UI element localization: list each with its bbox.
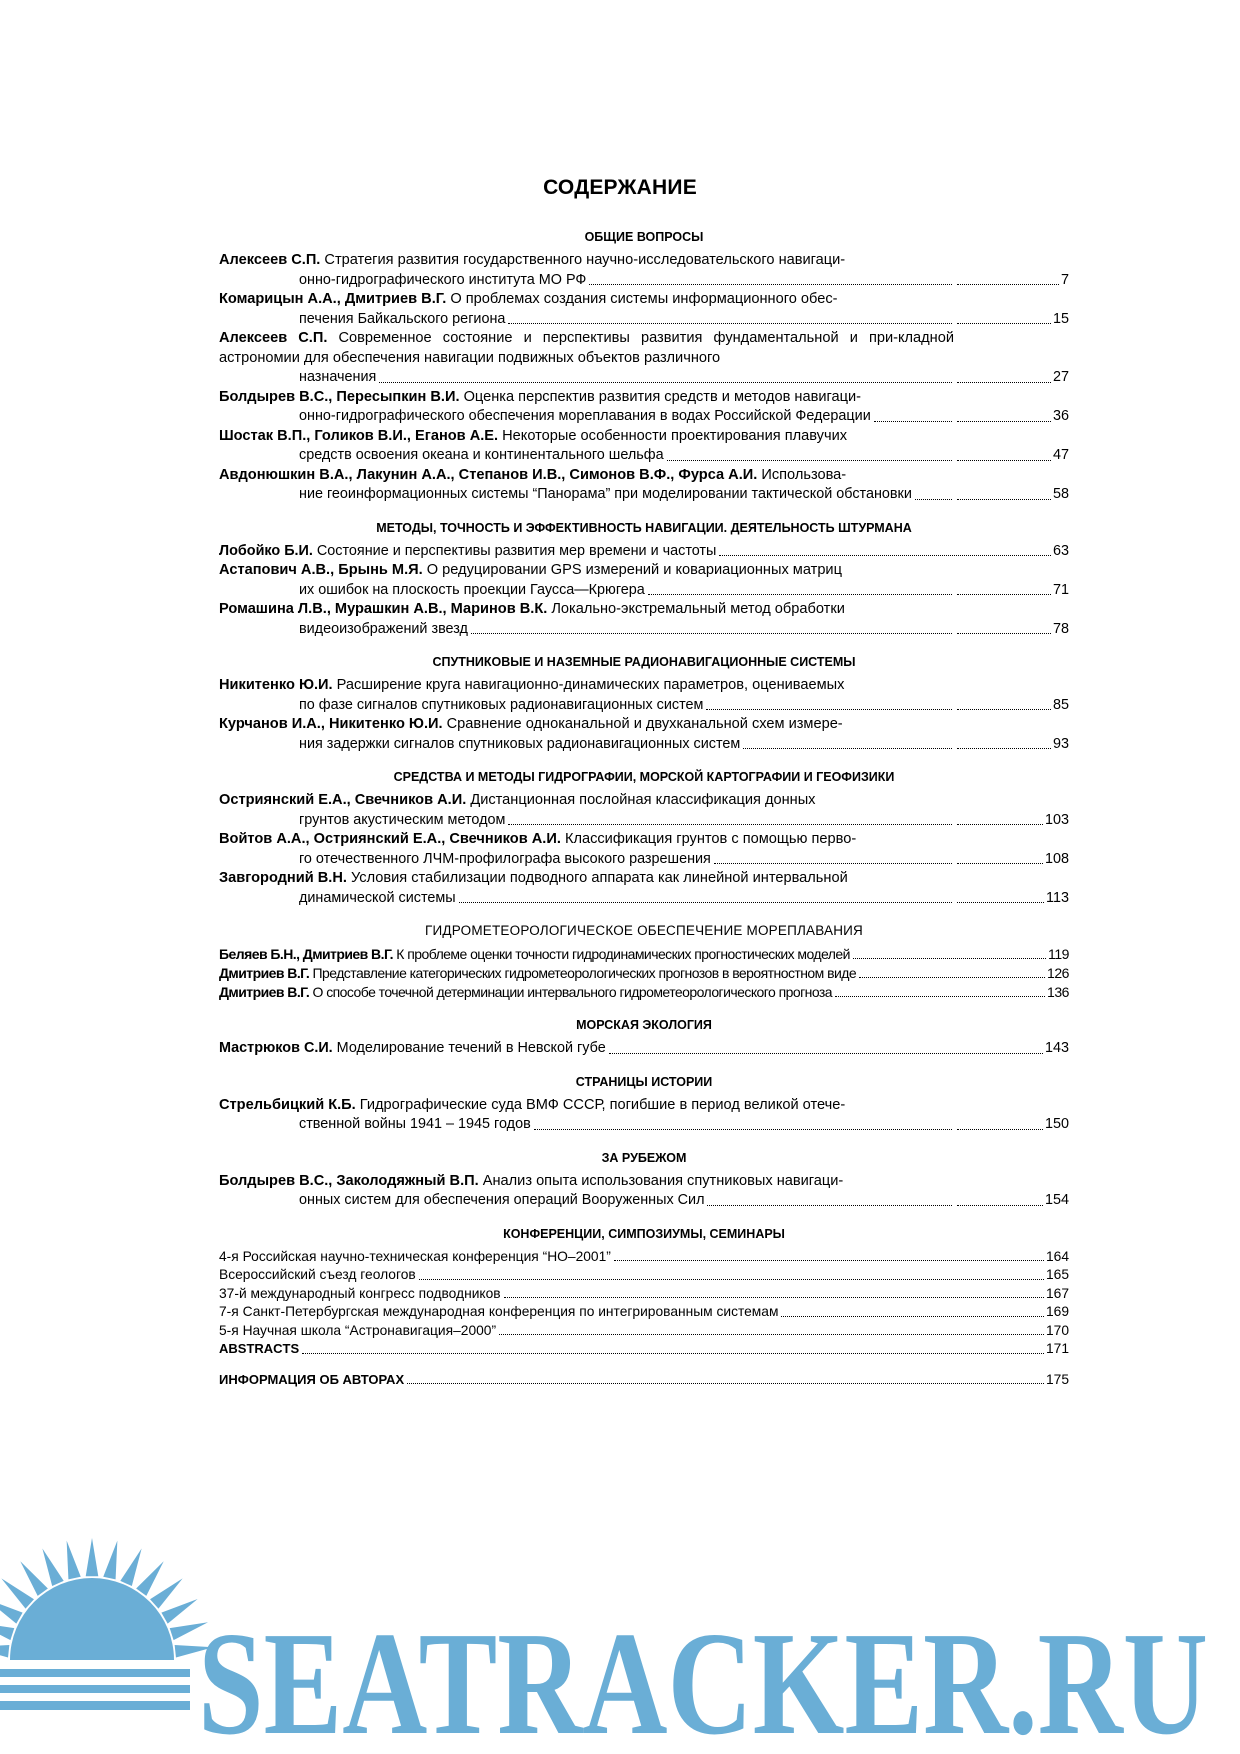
- sun-ray: [20, 1561, 48, 1596]
- leader-dots: [957, 633, 1051, 634]
- section-heading: МОРСКАЯ ЭКОЛОГИЯ: [576, 1018, 712, 1032]
- entry-title-continued: онно-гидрографического института МО РФ: [299, 271, 587, 288]
- leader-dots: [915, 499, 952, 500]
- entry-page: 170: [1045, 1322, 1069, 1338]
- toc-entry[interactable]: [219, 561, 1069, 600]
- leader-dots: [614, 1260, 1044, 1261]
- entry-title-continued: ния задержки сигналов спутниковых радионавигационных систем: [299, 735, 741, 752]
- leader-dots: [835, 996, 1045, 997]
- leader-dots: [957, 863, 1043, 864]
- sun-ray: [86, 1538, 99, 1576]
- entry-page: 103: [1044, 811, 1069, 828]
- entry-authors: Астапович А.В., Брынь М.Я.: [219, 562, 423, 578]
- entry-title: О способе точечной детерминации интервального гидрометеорологического прогноза: [309, 984, 833, 1000]
- entry-page: 165: [1045, 1267, 1069, 1282]
- leader-dots: [714, 863, 952, 864]
- entry-title: 37-й международный конгресс подводников: [219, 1285, 501, 1301]
- entry-title: Представление категорических гидрометеорологических прогнозов в вероятностном виде: [309, 965, 857, 981]
- entry-title: Сравнение одноканальной и двухканальной схем измере-: [442, 716, 843, 732]
- leader-dots: [957, 594, 1051, 595]
- entry-authors: Никитенко Ю.И.: [219, 677, 333, 693]
- entry-authors: Авдонюшкин В.А., Лакунин А.А., Степанов И.В., Симонов В.Ф., Фурса А.И.: [219, 466, 758, 483]
- section-heading: СПУТНИКОВЫЕ И НАЗЕМНЫЕ РАДИОНАВИГАЦИОННЫЕ СИСТЕМЫ: [432, 655, 856, 669]
- toc-entry[interactable]: [219, 945, 1069, 964]
- leader-dots: [957, 709, 1051, 710]
- entry-title-continued: динамической системы: [299, 889, 456, 906]
- entry-title-continued: назначения: [299, 369, 377, 385]
- toc-entry[interactable]: [219, 791, 1069, 830]
- leader-dots: [667, 460, 952, 461]
- leader-dots: [407, 1383, 1044, 1384]
- entry-page: 136: [1046, 984, 1069, 1000]
- section-heading: ГИДРОМЕТЕОРОЛОГИЧЕСКОЕ ОБЕСПЕЧЕНИЕ МОРЕПЛАВАНИЯ: [424, 923, 864, 938]
- entry-authors: Стрельбицкий К.Б.: [219, 1096, 356, 1113]
- toc-entry[interactable]: [219, 676, 1069, 715]
- entry-title: Использова-: [757, 466, 847, 483]
- leader-dots: [957, 499, 1051, 500]
- leader-dots: [719, 555, 1051, 556]
- entry-page: 108: [1044, 850, 1069, 867]
- entry-title: Классификация грунтов с помощью перво-: [560, 831, 857, 847]
- entry-page: 119: [1048, 946, 1069, 962]
- entry-title: ИНФОРМАЦИЯ ОБ АВТОРАХ: [219, 1371, 405, 1387]
- entry-page: 78: [1052, 620, 1069, 637]
- toc-entry[interactable]: [219, 830, 1069, 869]
- section-heading: ЗА РУБЕЖОМ: [601, 1150, 687, 1165]
- entry-title-continued: видеоизображений звезд: [299, 620, 468, 637]
- toc-entry[interactable]: [219, 1285, 1069, 1304]
- sun-ray: [1, 1578, 34, 1608]
- leader-dots: [957, 1129, 1043, 1130]
- entry-page: 126: [1046, 965, 1069, 981]
- leader-dots: [957, 1205, 1043, 1206]
- entry-title-continued: печения Байкальского региона: [299, 310, 506, 327]
- toc-entry[interactable]: [219, 1096, 1069, 1135]
- toc-entry[interactable]: [219, 1322, 1069, 1341]
- sun-icon: [0, 1538, 213, 1710]
- entry-title: Состояние и перспективы развития мер времени и частоты: [312, 542, 717, 559]
- entry-title: Стратегия развития государственного научно-исследовательского навигаци-: [320, 252, 846, 268]
- sun-ray: [42, 1549, 63, 1586]
- entry-page: 7: [1060, 271, 1069, 288]
- entry-authors: Алексеев С.П.: [219, 330, 328, 346]
- entry-title: Оценка перспектив развития средств и методов навигаци-: [459, 388, 861, 405]
- sun-ray: [103, 1541, 117, 1580]
- leader-dots: [302, 1353, 1044, 1354]
- entry-authors: Шостак В.П., Голиков В.И., Еганов А.Е.: [219, 427, 499, 444]
- entry-title: Расширение круга навигационно-динамических параметров, оцениваемых: [332, 677, 845, 693]
- leader-dots: [743, 748, 952, 749]
- leader-dots: [957, 460, 1051, 461]
- sun-ray: [0, 1599, 23, 1624]
- toc-entry[interactable]: [219, 290, 1069, 329]
- entry-authors: Болдырев В.С., Пересыпкин В.И.: [219, 388, 460, 405]
- entry-page: 169: [1045, 1304, 1069, 1319]
- logo-wordmark: SEATRACKER.RU: [198, 1602, 1208, 1754]
- leader-dots: [853, 958, 1046, 959]
- leader-dots: [706, 709, 952, 710]
- section-heading: КОНФЕРЕНЦИИ, СИМПОЗИУМЫ, СЕМИНАРЫ: [503, 1226, 785, 1241]
- sun-ray: [150, 1578, 183, 1608]
- entry-authors: Беляев Б.Н., Дмитриев В.Г.: [219, 946, 393, 962]
- toc-entry[interactable]: [219, 1303, 1069, 1322]
- leader-dots: [379, 382, 952, 383]
- entry-authors: Курчанов И.А., Никитенко Ю.И.: [219, 716, 443, 732]
- entry-title: Некоторые особенности проектирования плавучих: [498, 427, 848, 444]
- entry-authors: Остриянский Е.А., Свечников А.И.: [219, 792, 467, 808]
- toc-entry[interactable]: [219, 1172, 1069, 1211]
- leader-dots: [781, 1316, 1044, 1317]
- leader-dots: [957, 421, 1051, 422]
- entry-title: 7-я Санкт-Петербургская международная конференция по интегрированным системам: [219, 1304, 779, 1319]
- entry-title-continued: онно-гидрографического обеспечения мореплавания в водах Российской Федерации: [299, 408, 871, 424]
- leader-dots: [534, 1129, 952, 1130]
- entry-page: 167: [1045, 1285, 1069, 1301]
- toc-entry[interactable]: [219, 983, 1069, 1002]
- entry-page: 113: [1046, 889, 1069, 906]
- sun-ray: [0, 1622, 14, 1640]
- leader-dots: [957, 382, 1051, 383]
- entry-page: 143: [1044, 1040, 1069, 1056]
- leader-dots: [957, 748, 1051, 749]
- toc-entry[interactable]: [219, 1266, 1069, 1285]
- entry-title: 4-я Российская научно-техническая конференция “НО–2001”: [219, 1248, 611, 1264]
- toc-entry[interactable]: [219, 388, 1069, 427]
- entry-page: 154: [1044, 1192, 1069, 1208]
- entry-title: Всероссийский съезд геологов: [219, 1267, 416, 1282]
- entry-page: 63: [1052, 542, 1069, 559]
- entry-title: О редуцировании GPS измерений и ковариационных матриц: [422, 562, 842, 578]
- entry-title-continued: ственной войны 1941 – 1945 годов: [299, 1116, 531, 1132]
- section-heading: МЕТОДЫ, ТОЧНОСТЬ И ЭФФЕКТИВНОСТЬ НАВИГАЦИИ. ДЕЯТЕЛЬНОСТЬ ШТУРМАНА: [376, 520, 912, 535]
- leader-dots: [508, 323, 952, 324]
- toc-entry[interactable]: [219, 1340, 1069, 1359]
- leader-dots: [707, 1205, 952, 1206]
- page-title: СОДЕРЖАНИЕ: [543, 176, 697, 199]
- entry-authors: Мастрюков С.И.: [219, 1040, 333, 1056]
- leader-dots: [499, 1334, 1044, 1335]
- leader-dots: [957, 902, 1044, 903]
- toc-entry[interactable]: [219, 964, 1069, 983]
- entry-page: 36: [1052, 408, 1069, 424]
- entry-title-continued: онных систем для обеспечения операций Вооруженных Сил: [299, 1192, 705, 1208]
- leader-dots: [957, 284, 1059, 285]
- leader-dots: [504, 1297, 1044, 1298]
- entry-title-continued: го отечественного ЛЧМ-профилографа высокого разрешения: [299, 850, 711, 867]
- sun-ray: [161, 1599, 197, 1624]
- entry-authors: Комарицын А.А., Дмитриев В.Г.: [219, 291, 447, 307]
- entry-title: Условия стабилизации подводного аппарата как линейной интервальной: [346, 870, 848, 886]
- toc-entry[interactable]: [219, 600, 1069, 639]
- leader-dots: [859, 977, 1045, 978]
- leader-dots: [471, 633, 952, 634]
- entry-title: Локально-экстремальный метод обработки: [547, 601, 845, 617]
- entry-page: 71: [1052, 581, 1069, 598]
- toc-entry[interactable]: [219, 329, 1069, 388]
- toc-entry[interactable]: [219, 1248, 1069, 1267]
- entry-title: Гидрографические суда ВМФ СССР, погибшие в период великой отече-: [355, 1096, 846, 1113]
- entry-title-continued: ние геоинформационных системы “Панорама” при моделировании тактической обстановки: [299, 486, 912, 502]
- entry-page: 47: [1052, 447, 1069, 463]
- entry-title: К проблеме оценки точности гидродинамических прогностических моделей: [392, 946, 850, 962]
- leader-dots: [957, 323, 1051, 324]
- entry-title: ABSTRACTS: [219, 1341, 300, 1356]
- entry-title: Современное состояние и перспективы развития фундаментальной и при-кладной астрономии для обеспечения навигации подвижных объектов различного: [219, 330, 954, 366]
- sun-ray: [136, 1561, 164, 1596]
- leader-dots: [648, 594, 952, 595]
- entry-title-continued: по фазе сигналов спутниковых радионавигационных систем: [299, 696, 704, 713]
- seatracker-logo: [0, 1535, 1240, 1754]
- entry-authors: Дмитриев В.Г.: [219, 984, 310, 1000]
- section-heading: СРЕДСТВА И МЕТОДЫ ГИДРОГРАФИИ, МОРСКОЙ КАРТОГРАФИИ И ГЕОФИЗИКИ: [393, 770, 895, 784]
- toc-entry[interactable]: [219, 427, 1069, 466]
- entry-authors: Завгородний В.Н.: [219, 870, 347, 886]
- entry-page: 150: [1044, 1116, 1069, 1132]
- entry-page: 175: [1045, 1371, 1069, 1387]
- sun-ray: [0, 1645, 9, 1658]
- entry-page: 27: [1052, 369, 1069, 385]
- entry-authors: Дмитриев В.Г.: [219, 965, 310, 981]
- leader-dots: [609, 1053, 1043, 1054]
- entry-authors: Войтов А.А., Остриянский Е.А., Свечников А.И.: [219, 831, 561, 847]
- entry-title-continued: средств освоения океана и континентального шельфа: [299, 447, 664, 463]
- entry-title: О проблемах создания системы информационного обес-: [446, 291, 838, 307]
- entry-authors: Ромашина Л.В., Мурашкин А.В., Маринов В.К.: [219, 601, 548, 617]
- toc-entry[interactable]: [219, 466, 1069, 505]
- entry-authors: Алексеев С.П.: [219, 252, 321, 268]
- entry-page: 171: [1045, 1341, 1069, 1356]
- entry-title: Дистанционная послойная классификация донных: [466, 792, 816, 808]
- sun-ray: [120, 1549, 141, 1586]
- table-of-contents: [219, 226, 1069, 1389]
- sun-ray: [67, 1541, 81, 1580]
- leader-dots: [459, 902, 952, 903]
- entry-title: Анализ опыта использования спутниковых навигаци-: [478, 1172, 844, 1189]
- entry-page: 164: [1045, 1248, 1069, 1264]
- toc-entry[interactable]: [219, 1039, 1069, 1059]
- entry-title: 5-я Научная школа “Астронавигация–2000”: [219, 1322, 497, 1338]
- leader-dots: [874, 421, 952, 422]
- toc-entry[interactable]: [219, 251, 1069, 290]
- toc-entry[interactable]: [219, 542, 1069, 562]
- toc-entry[interactable]: [219, 715, 1069, 754]
- entry-page: 85: [1052, 696, 1069, 713]
- leader-dots: [589, 284, 952, 285]
- leader-dots: [419, 1279, 1044, 1280]
- entry-page: 93: [1052, 735, 1069, 752]
- section-heading: СТРАНИЦЫ ИСТОРИИ: [575, 1074, 713, 1089]
- entry-title-continued: грунтов акустическим методом: [299, 811, 506, 828]
- entry-page: 58: [1052, 486, 1069, 502]
- entry-authors: Болдырев В.С., Заколодяжный В.П.: [219, 1172, 479, 1189]
- entry-page: 15: [1052, 310, 1069, 327]
- entry-title: Моделирование течений в Невской губе: [332, 1040, 606, 1056]
- entry-authors: Лобойко Б.И.: [219, 542, 313, 559]
- entry-title-continued: их ошибок на плоскость проекции Гаусса—Крюгера: [299, 581, 645, 598]
- toc-entry[interactable]: [219, 869, 1069, 908]
- leader-dots: [957, 824, 1043, 825]
- section-heading: ОБЩИЕ ВОПРОСЫ: [584, 230, 704, 244]
- leader-dots: [508, 824, 952, 825]
- toc-entry[interactable]: [219, 1371, 1069, 1390]
